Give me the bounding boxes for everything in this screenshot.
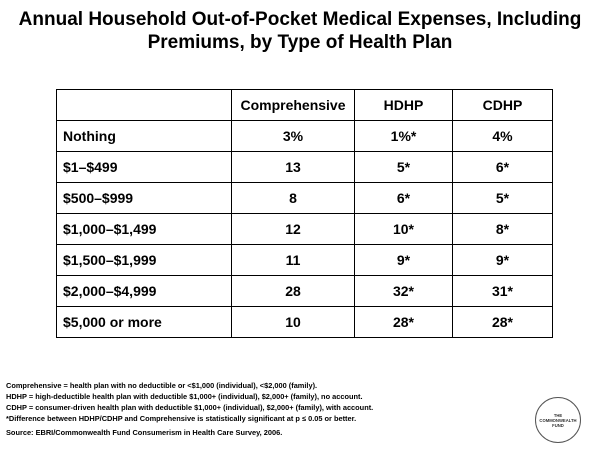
logo-line-1: THE [553, 412, 563, 418]
source-note: Source: EBRI/Commonwealth Fund Consumerism in Health Care Survey, 2006. [6, 428, 283, 437]
hdhp-value: 1%* [355, 121, 453, 152]
logo-line-3: FUND [552, 422, 564, 428]
footnotes [6, 380, 526, 438]
note-significance: *Difference between HDHP/CDHP and Comprehensive is statistically significant at p ≤ 0.05 or better. [6, 414, 357, 423]
note-cdhp: CDHP = consumer-driven health plan with deductible $1,000+ (individual), $2,000+ (family), with account. [6, 403, 374, 412]
note-hdhp: HDHP = high-deductible health plan with deductible $1,000+ (individual), $2,000+ (family), no account. [6, 392, 363, 401]
table-row [57, 152, 553, 183]
comprehensive-value: 13 [232, 152, 355, 183]
hdhp-value: 5* [355, 152, 453, 183]
expenses-table [56, 89, 553, 338]
commonwealth-fund-logo [535, 397, 581, 443]
header-hdhp: HDHP [355, 90, 453, 121]
cdhp-value: 6* [453, 152, 553, 183]
table-row [57, 183, 553, 214]
table-row [57, 276, 553, 307]
row-label: $1–$499 [57, 152, 232, 183]
comprehensive-value: 10 [232, 307, 355, 338]
comprehensive-value: 3% [232, 121, 355, 152]
cdhp-value: 8* [453, 214, 553, 245]
cdhp-value: 9* [453, 245, 553, 276]
table-header-row [57, 90, 553, 121]
row-label: $5,000 or more [57, 307, 232, 338]
header-empty [57, 90, 232, 121]
comprehensive-value: 11 [232, 245, 355, 276]
comprehensive-value: 28 [232, 276, 355, 307]
table-row [57, 245, 553, 276]
cdhp-value: 4% [453, 121, 553, 152]
logo-line-2: COMMONWEALTH [539, 417, 577, 423]
table-row [57, 214, 553, 245]
comprehensive-value: 12 [232, 214, 355, 245]
cdhp-value: 5* [453, 183, 553, 214]
row-label: $1,000–$1,499 [57, 214, 232, 245]
title-line-2: Premiums, by Type of Health Plan [147, 32, 453, 53]
hdhp-value: 6* [355, 183, 453, 214]
cdhp-value: 28* [453, 307, 553, 338]
title-line-1: Annual Household Out-of-Pocket Medical Expenses, Including [18, 9, 582, 30]
hdhp-value: 28* [355, 307, 453, 338]
hdhp-value: 32* [355, 276, 453, 307]
note-comprehensive: Comprehensive = health plan with no deductible or <$1,000 (individual), <$2,000 (family). [6, 381, 318, 390]
row-label: $2,000–$4,999 [57, 276, 232, 307]
table-row [57, 307, 553, 338]
cdhp-value: 31* [453, 276, 553, 307]
slide-title [0, 8, 600, 54]
row-label: $1,500–$1,999 [57, 245, 232, 276]
header-comprehensive: Comprehensive [232, 90, 355, 121]
hdhp-value: 10* [355, 214, 453, 245]
hdhp-value: 9* [355, 245, 453, 276]
comprehensive-value: 8 [232, 183, 355, 214]
row-label: Nothing [57, 121, 232, 152]
header-cdhp: CDHP [453, 90, 553, 121]
table-row [57, 121, 553, 152]
row-label: $500–$999 [57, 183, 232, 214]
